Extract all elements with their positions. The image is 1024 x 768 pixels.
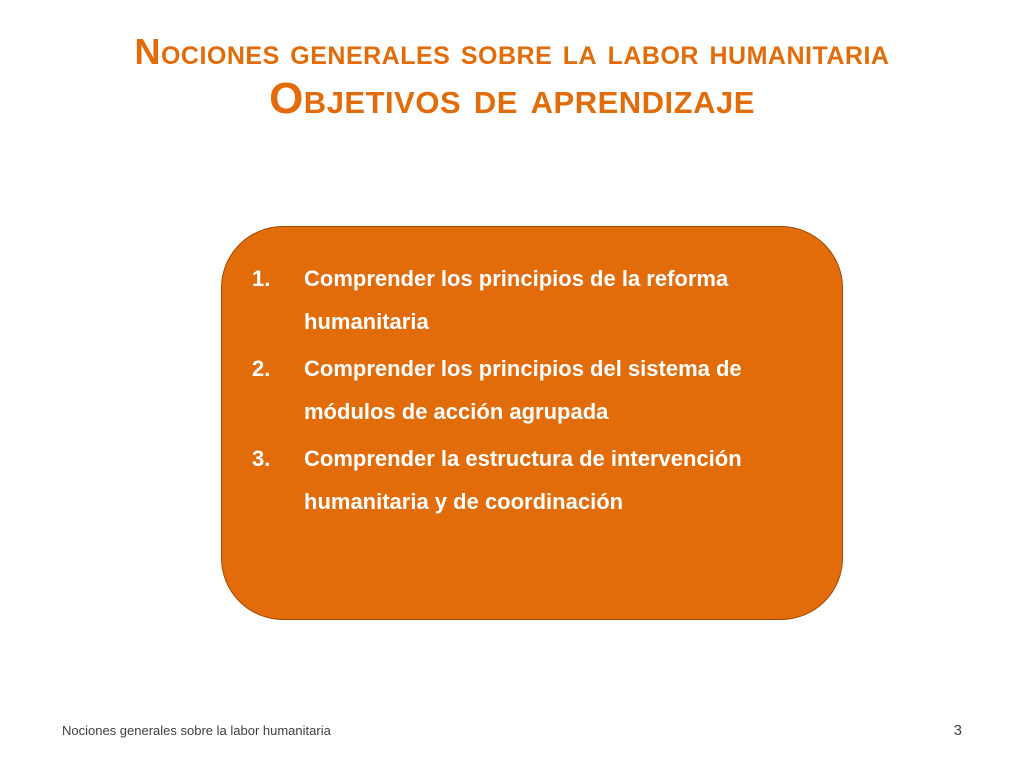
objective-item-1 <box>252 257 812 343</box>
slide-title-line2: Objetivos de aprendizaje <box>269 74 755 124</box>
slide-title-line1: Nociones generales sobre la labor humanitaria <box>134 31 890 72</box>
objective-item-3 <box>252 437 812 523</box>
page-number: 3 <box>953 722 962 739</box>
footer-text: Nociones generales sobre la labor humanitaria <box>62 723 331 738</box>
objectives-list <box>252 257 812 523</box>
slide-title <box>0 30 1024 126</box>
objective-text: Comprender los principios del sistema de módulos de acción agrupada <box>304 356 742 424</box>
objective-text: Comprender los principios de la reforma humanitaria <box>304 266 729 334</box>
objective-text: Comprender la estructura de intervención humanitaria y de coordinación <box>304 446 742 514</box>
objective-number: 2. <box>252 356 271 381</box>
objective-number: 3. <box>252 446 271 471</box>
objective-item-2 <box>252 347 812 433</box>
objectives-box <box>221 226 843 620</box>
objective-number: 1. <box>252 266 271 291</box>
